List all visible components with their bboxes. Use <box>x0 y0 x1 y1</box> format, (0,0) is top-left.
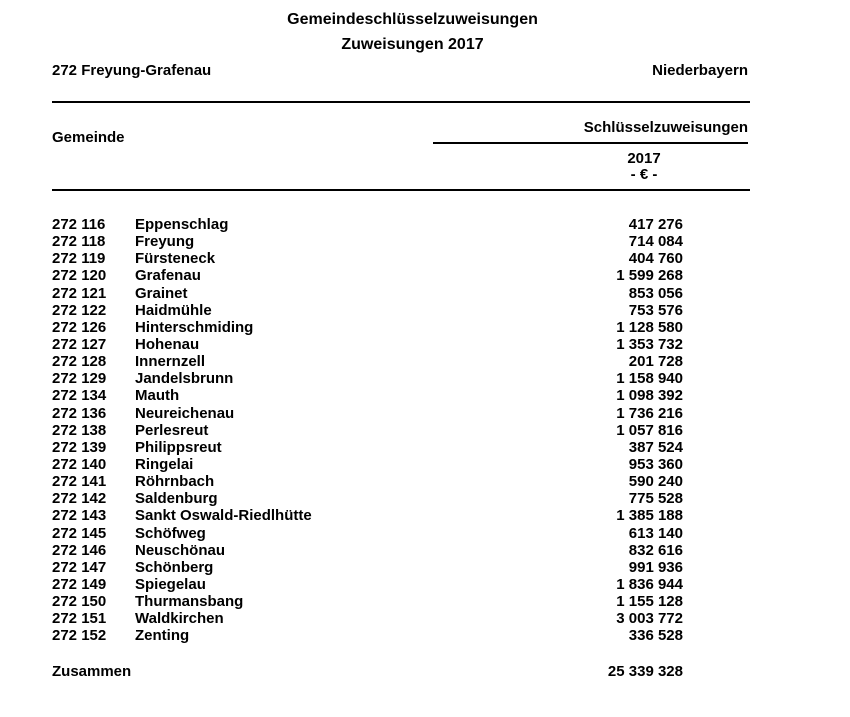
table-row <box>52 353 750 370</box>
table-row <box>52 370 750 387</box>
municipality-name: Neuschönau <box>135 541 226 559</box>
municipality-name: Fürsteneck <box>135 250 216 268</box>
amount-value: 953 360 <box>628 455 683 473</box>
document-subtitle: Zuweisungen 2017 <box>341 36 484 53</box>
table-row <box>52 576 750 593</box>
amount-value: 1 599 268 <box>616 267 683 285</box>
municipality-name: Thurmansbang <box>135 593 244 611</box>
table-row <box>52 233 750 250</box>
municipality-name: Ringelai <box>135 455 194 473</box>
municipality-code: 272 134 <box>52 387 107 405</box>
amount-value: 753 576 <box>628 301 683 319</box>
municipality-code: 272 150 <box>52 593 107 611</box>
amount-value: 1 155 128 <box>616 593 683 611</box>
column-sub-divider <box>433 142 748 144</box>
municipality-name: Saldenburg <box>135 490 218 508</box>
table-row <box>52 525 750 542</box>
municipality-code: 272 127 <box>52 335 107 353</box>
amount-value: 1 128 580 <box>616 318 683 336</box>
table-row <box>52 216 750 233</box>
municipality-code: 272 126 <box>52 318 107 336</box>
year-label: 2017 <box>627 150 661 167</box>
municipality-name: Freyung <box>135 233 195 251</box>
municipality-name: Hohenau <box>135 335 200 353</box>
municipality-code: 272 149 <box>52 575 107 593</box>
municipality-name: Eppenschlag <box>135 216 229 233</box>
table-row <box>52 627 750 644</box>
amount-value: 404 760 <box>628 250 683 268</box>
table-row <box>52 473 750 490</box>
municipality-code: 272 151 <box>52 610 107 628</box>
municipality-code: 272 118 <box>52 233 106 251</box>
column-header-schluesselzuweisungen: Schlüsselzuweisungen <box>583 119 748 136</box>
municipality-code: 272 141 <box>52 473 107 491</box>
amount-value: 417 276 <box>628 216 683 233</box>
municipality-name: Röhrnbach <box>135 473 215 491</box>
municipality-name: Waldkirchen <box>135 610 224 628</box>
amount-value: 1 098 392 <box>616 387 683 405</box>
amount-value: 201 728 <box>628 353 683 371</box>
amount-value: 832 616 <box>628 541 683 559</box>
amount-value: 1 836 944 <box>616 575 683 593</box>
municipality-name: Grafenau <box>135 267 201 285</box>
municipality-code: 272 140 <box>52 455 107 473</box>
table-row <box>52 405 750 422</box>
column-header-gemeinde: Gemeinde <box>52 129 125 146</box>
municipality-name: Sankt Oswald-Riedlhütte <box>135 507 312 525</box>
table-row <box>52 507 750 524</box>
table-row <box>52 387 750 404</box>
table-row <box>52 336 750 353</box>
municipality-name: Zenting <box>135 627 190 645</box>
municipality-name: Perlesreut <box>135 421 209 439</box>
municipality-code: 272 129 <box>52 370 107 388</box>
municipality-code: 272 116 <box>52 216 106 233</box>
municipality-code: 272 143 <box>52 507 107 525</box>
header-divider <box>52 189 750 191</box>
municipality-name: Grainet <box>135 284 188 302</box>
municipality-code: 272 119 <box>52 250 106 268</box>
district-label: 272 Freyung-Grafenau <box>52 62 212 79</box>
municipality-code: 272 146 <box>52 541 107 559</box>
table-row <box>52 559 750 576</box>
table-row <box>52 439 750 456</box>
amount-value: 1 158 940 <box>616 370 683 388</box>
table-row <box>52 319 750 336</box>
municipality-code: 272 138 <box>52 421 107 439</box>
total-amount: 25 339 328 <box>607 663 683 680</box>
table-row <box>52 302 750 319</box>
municipality-name: Hinterschmiding <box>135 318 254 336</box>
municipality-code: 272 120 <box>52 267 107 285</box>
amount-value: 775 528 <box>628 490 683 508</box>
municipality-code: 272 139 <box>52 438 107 456</box>
amount-value: 991 936 <box>628 558 683 576</box>
amount-value: 1 736 216 <box>616 404 683 422</box>
municipality-name: Schöfweg <box>135 524 206 542</box>
amount-value: 853 056 <box>628 284 683 302</box>
document-title: Gemeindeschlüsselzuweisungen <box>287 11 538 28</box>
municipality-code: 272 142 <box>52 490 107 508</box>
table-row <box>52 285 750 302</box>
municipality-name: Haidmühle <box>135 301 212 319</box>
municipality-code: 272 152 <box>52 627 107 645</box>
municipality-name: Schönberg <box>135 558 214 576</box>
municipality-name: Spiegelau <box>135 575 206 593</box>
amount-value: 590 240 <box>628 473 683 491</box>
municipality-name: Neureichenau <box>135 404 235 422</box>
table-row <box>52 490 750 507</box>
municipality-name: Jandelsbrunn <box>135 370 234 388</box>
amount-value: 1 057 816 <box>616 421 683 439</box>
amount-value: 387 524 <box>628 438 683 456</box>
municipality-name: Philippsreut <box>135 438 222 456</box>
top-divider <box>52 101 750 103</box>
municipality-code: 272 128 <box>52 353 107 371</box>
amount-value: 1 353 732 <box>616 335 683 353</box>
table-row <box>52 593 750 610</box>
amount-value: 1 385 188 <box>616 507 683 525</box>
total-label: Zusammen <box>52 663 132 680</box>
table-row <box>52 456 750 473</box>
amount-value: 336 528 <box>628 627 683 645</box>
municipality-code: 272 122 <box>52 301 107 319</box>
municipality-code: 272 145 <box>52 524 107 542</box>
table-row <box>52 610 750 627</box>
amount-value: 3 003 772 <box>616 610 683 628</box>
municipality-name: Innernzell <box>135 353 206 371</box>
table-row <box>52 250 750 267</box>
region-label: Niederbayern <box>652 62 748 79</box>
table-row <box>52 267 750 284</box>
municipality-code: 272 121 <box>52 284 107 302</box>
amount-value: 613 140 <box>628 524 683 542</box>
table-row <box>52 542 750 559</box>
municipality-code: 272 147 <box>52 558 107 576</box>
currency-unit-label: - € - <box>630 166 658 183</box>
municipality-name: Mauth <box>135 387 180 405</box>
amount-value: 714 084 <box>628 233 683 251</box>
municipality-code: 272 136 <box>52 404 107 422</box>
table-rows <box>52 216 750 645</box>
table-row <box>52 422 750 439</box>
